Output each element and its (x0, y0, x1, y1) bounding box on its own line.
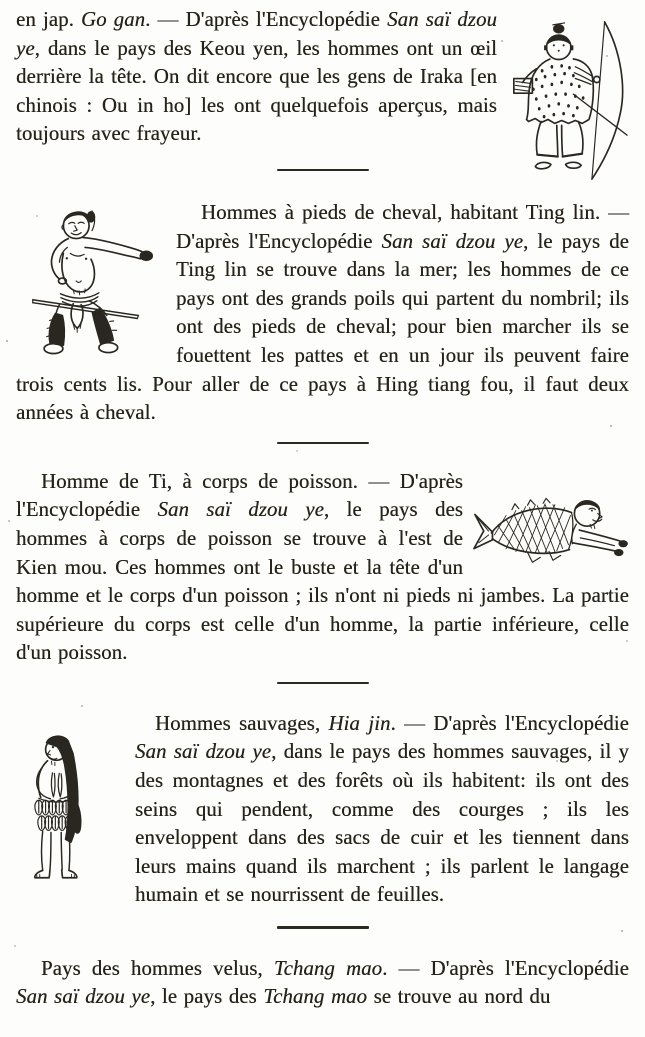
italic-term: San saï dzou ye (135, 740, 272, 764)
italic-term: San saï dzou ye (16, 8, 497, 60)
paragraph-pieds-de-cheval (16, 199, 629, 428)
text-run: , le pays des (150, 985, 264, 1009)
text-run: , le pays des hommes à corps de poisson se trouve à l'est de Kien mou. Ces hommes ont le buste et la tête d'un homme et le corps d'un poisson ; ils n'ont ni pieds ni jambes. La partie supérieure du corps est celle d'un homme, la partie inférieure, celle d'un poisson. (16, 498, 629, 665)
paragraph-hommes-velus (16, 955, 629, 1012)
text-run: en jap. (16, 8, 81, 31)
italic-term: Hia jin (328, 711, 391, 735)
section-divider (277, 442, 369, 444)
text-run: se trouve au nord du (367, 985, 551, 1009)
text-run: Pays des hommes velus, (41, 956, 274, 980)
text-run: , dans le pays des hommes sauvages, il y des montagnes et des forêts où ils habitent: ils ont des seins qui pendent, comme des courges ; ils les enveloppent dans des sacs de cuir et les tiennent dans leurs mains quand ils marchent ; ils parlent le langage humain et se nourrissent de feuilles. (135, 740, 630, 907)
text-run: . — D'après l'Encyclopédie (145, 8, 388, 31)
text-run: , le pays de Ting lin se trouve dans la mer; les hommes de ce pays ont des grands poils qui partent du nombril; ils ont des pieds de cheval; pour bien marcher ils se fouettent les pattes et en un jour ils peuvent faire trois cents lis. Pour aller de ce pays à Hing tiang fou, il faut deux années à cheval. (16, 229, 629, 425)
text-run: Homme de Ti, à corps de poisson. — D'après l'Encyclopédie (16, 469, 463, 522)
paragraph-text (16, 8, 497, 145)
paragraph-text (16, 957, 629, 1009)
italic-term: Tchang mao (273, 956, 383, 980)
italic-term: Tchang mao (263, 985, 368, 1009)
italic-term: San saï dzou ye (16, 985, 151, 1009)
text-run: . — D'après l'Encyclopédie (390, 711, 629, 735)
text-run: . — D'après l'Encyclopédie (382, 956, 629, 980)
section-divider (277, 926, 369, 929)
italic-term: San saï dzou ye (157, 498, 324, 522)
paragraph-corps-de-poisson (16, 468, 629, 668)
wild-man-illustration (28, 732, 110, 888)
text-run: Hommes sauvages, (155, 711, 329, 735)
paragraph-hommes-sauvages (16, 710, 629, 910)
archer-illustration (507, 18, 629, 182)
section-divider (277, 169, 369, 171)
text-run: Hommes à pieds de cheval, habitant Ting lin. — D'après l'Encyclopédie (176, 200, 629, 253)
fish-bodied-man-illustration (471, 492, 629, 574)
paragraph-text (135, 712, 629, 907)
italic-term: San saï dzou ye (381, 229, 524, 253)
horse-footed-man-illustration (26, 205, 158, 355)
italic-term: Go gan (80, 8, 146, 31)
section-divider (277, 682, 369, 684)
paragraph-keou-yen (16, 6, 629, 149)
text-run: , dans le pays des Keou yen, les hommes ont un œil derrière la tête. On dit encore que les gens de Iraka [en chinois : Ou in ho] les ont quelquefois aperçus, mais toujours avec frayeur. (16, 36, 497, 146)
